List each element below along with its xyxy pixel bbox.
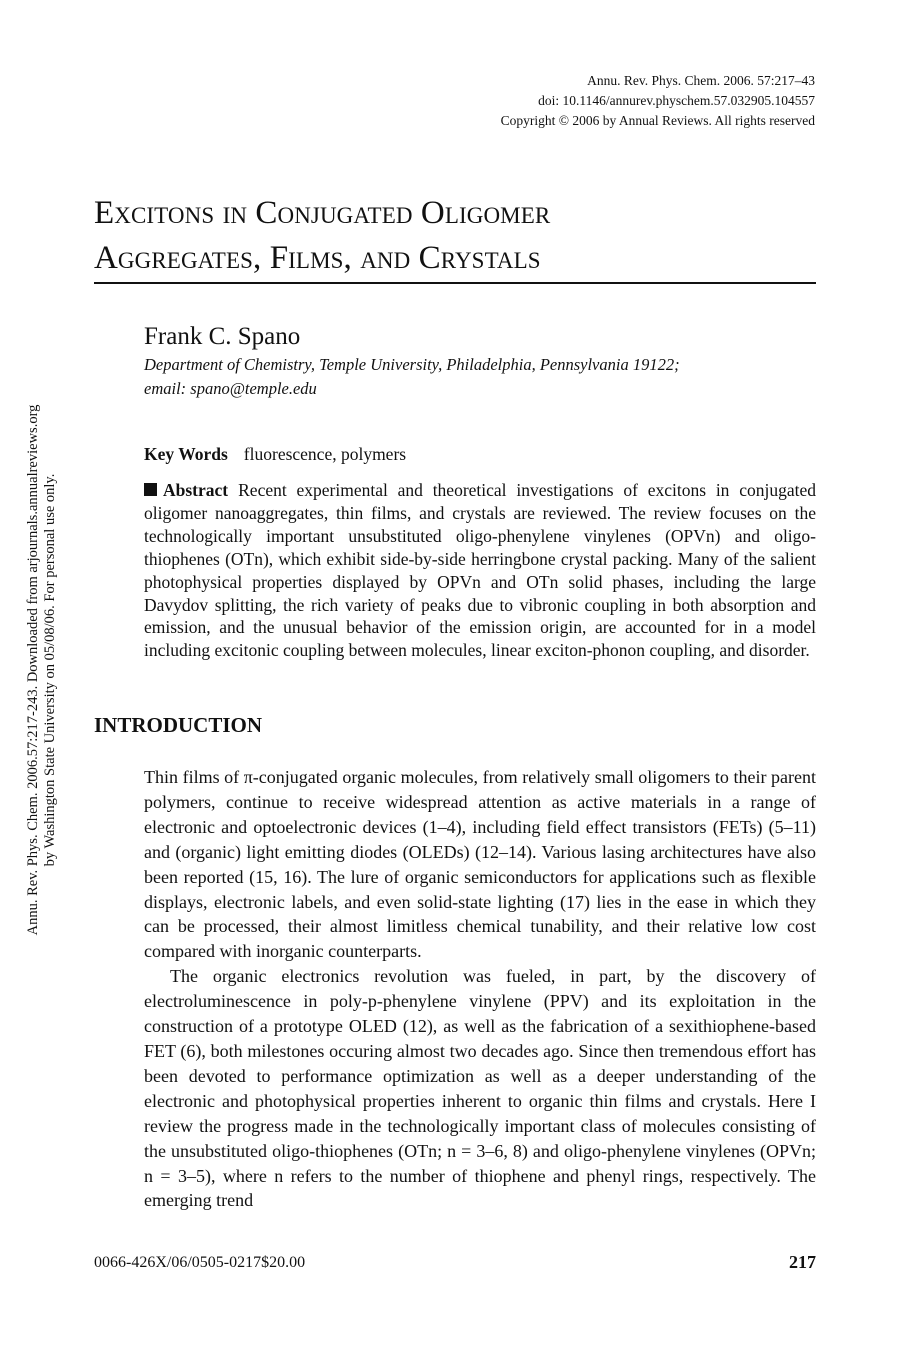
title-line-2: Aggregates, Films, and Crystals (94, 240, 541, 276)
doi-line: doi: 10.1146/annurev.physchem.57.032905.104557 (538, 93, 815, 108)
copyright-line: Copyright © 2006 by Annual Reviews. All rights reserved (500, 113, 815, 128)
body-text (144, 765, 816, 1213)
title-rule (94, 282, 816, 284)
keywords-label: Key Words (144, 444, 228, 464)
keywords (144, 442, 406, 466)
author-name: Frank C. Spano (144, 323, 301, 350)
footer-code: 0066-426X/06/0505-0217$20.00 (94, 1254, 306, 1271)
author-email: email: spano@temple.edu (144, 379, 317, 398)
download-notice-line-2: by Washington State University on 05/08/06. For personal use only. (42, 473, 58, 867)
page-number: 217 (789, 1252, 816, 1272)
article-title (94, 191, 816, 281)
paragraph-2: The organic electronics revolution was fueled, in part, by the discovery of electroluminescence in poly-p-phenylene vinylene (PPV) and its exploitation in the construction of a prototype OLED (12), as well as the fabrication of a sexithiophene-based FET (6), both milestones occuring almost two decades ago. Since then tremendous effort has been devoted to performance optimization as well as a deeper understanding of the electronic and photophysical properties inherent to organic thin films and crystals. Here I review the progress made in the technologically important class of molecules consisting of the unsubstituted oligo-thiophenes (OTn; n = 3–6, 8) and oligo-phenylene vinylenes (OPVn; n = 3–5), where n refers to the number of thiophene and phenyl rings, respectively. The emerging trend (144, 966, 816, 1211)
keywords-text: fluorescence, polymers (243, 444, 407, 464)
journal-header (501, 71, 815, 131)
journal-citation: Annu. Rev. Phys. Chem. 2006. 57:217–43 (587, 73, 815, 88)
affiliation-text: Department of Chemistry, Temple University, Philadelphia, Pennsylvania 19122; (144, 355, 680, 374)
abstract-label: Abstract (163, 480, 229, 500)
paragraph-1: Thin films of π-conjugated organic molecules, from relatively small oligomers to their parent polymers, continue to receive widespread attention as active materials in a range of electronic and optoelectronic devices (1–4), including field effect transistors (FETs) (5–11) and (organic) light emitting diodes (OLEDs) (12–14). Various lasing architectures have also been reported (15, 16). The lure of organic semiconductors for applications such as flexible displays, electronic labels, and even solid-state lighting (17) lies in the ease in which they can be processed, their almost limitless chemical tunability, and their relative low cost compared with inorganic counterparts. (144, 767, 816, 962)
abstract (144, 479, 816, 662)
abstract-text: Recent experimental and theoretical investigations of excitons in conjugated oligomer nanoaggregates, thin films, and crystals are reviewed. The review focuses on the technologically important unsubstituted oligo-phenylene vinylenes (OPVn) and oligo-thiophenes (OTn), which exhibit side-by-side herringbone crystal packing. Many of the salient photophysical properties displayed by OPVn and OTn solid phases, including the large Davydov splitting, the rich variety of peaks due to vibronic coupling in both absorption and emission, and the unusual behavior of the emission origin, are accounted for in a model including excitonic coupling between molecules, linear exciton-phonon coupling, and disorder. (144, 480, 816, 661)
square-bullet-icon (144, 483, 157, 496)
section-heading: INTRODUCTION (94, 713, 263, 737)
title-line-1: Excitons in Conjugated Oligomer (94, 195, 551, 231)
download-notice (25, 360, 59, 980)
download-notice-line-1: Annu. Rev. Phys. Chem. 2006.57:217-243. Downloaded from arjournals.annualreviews.org (25, 404, 41, 936)
author-affiliation (144, 353, 816, 401)
